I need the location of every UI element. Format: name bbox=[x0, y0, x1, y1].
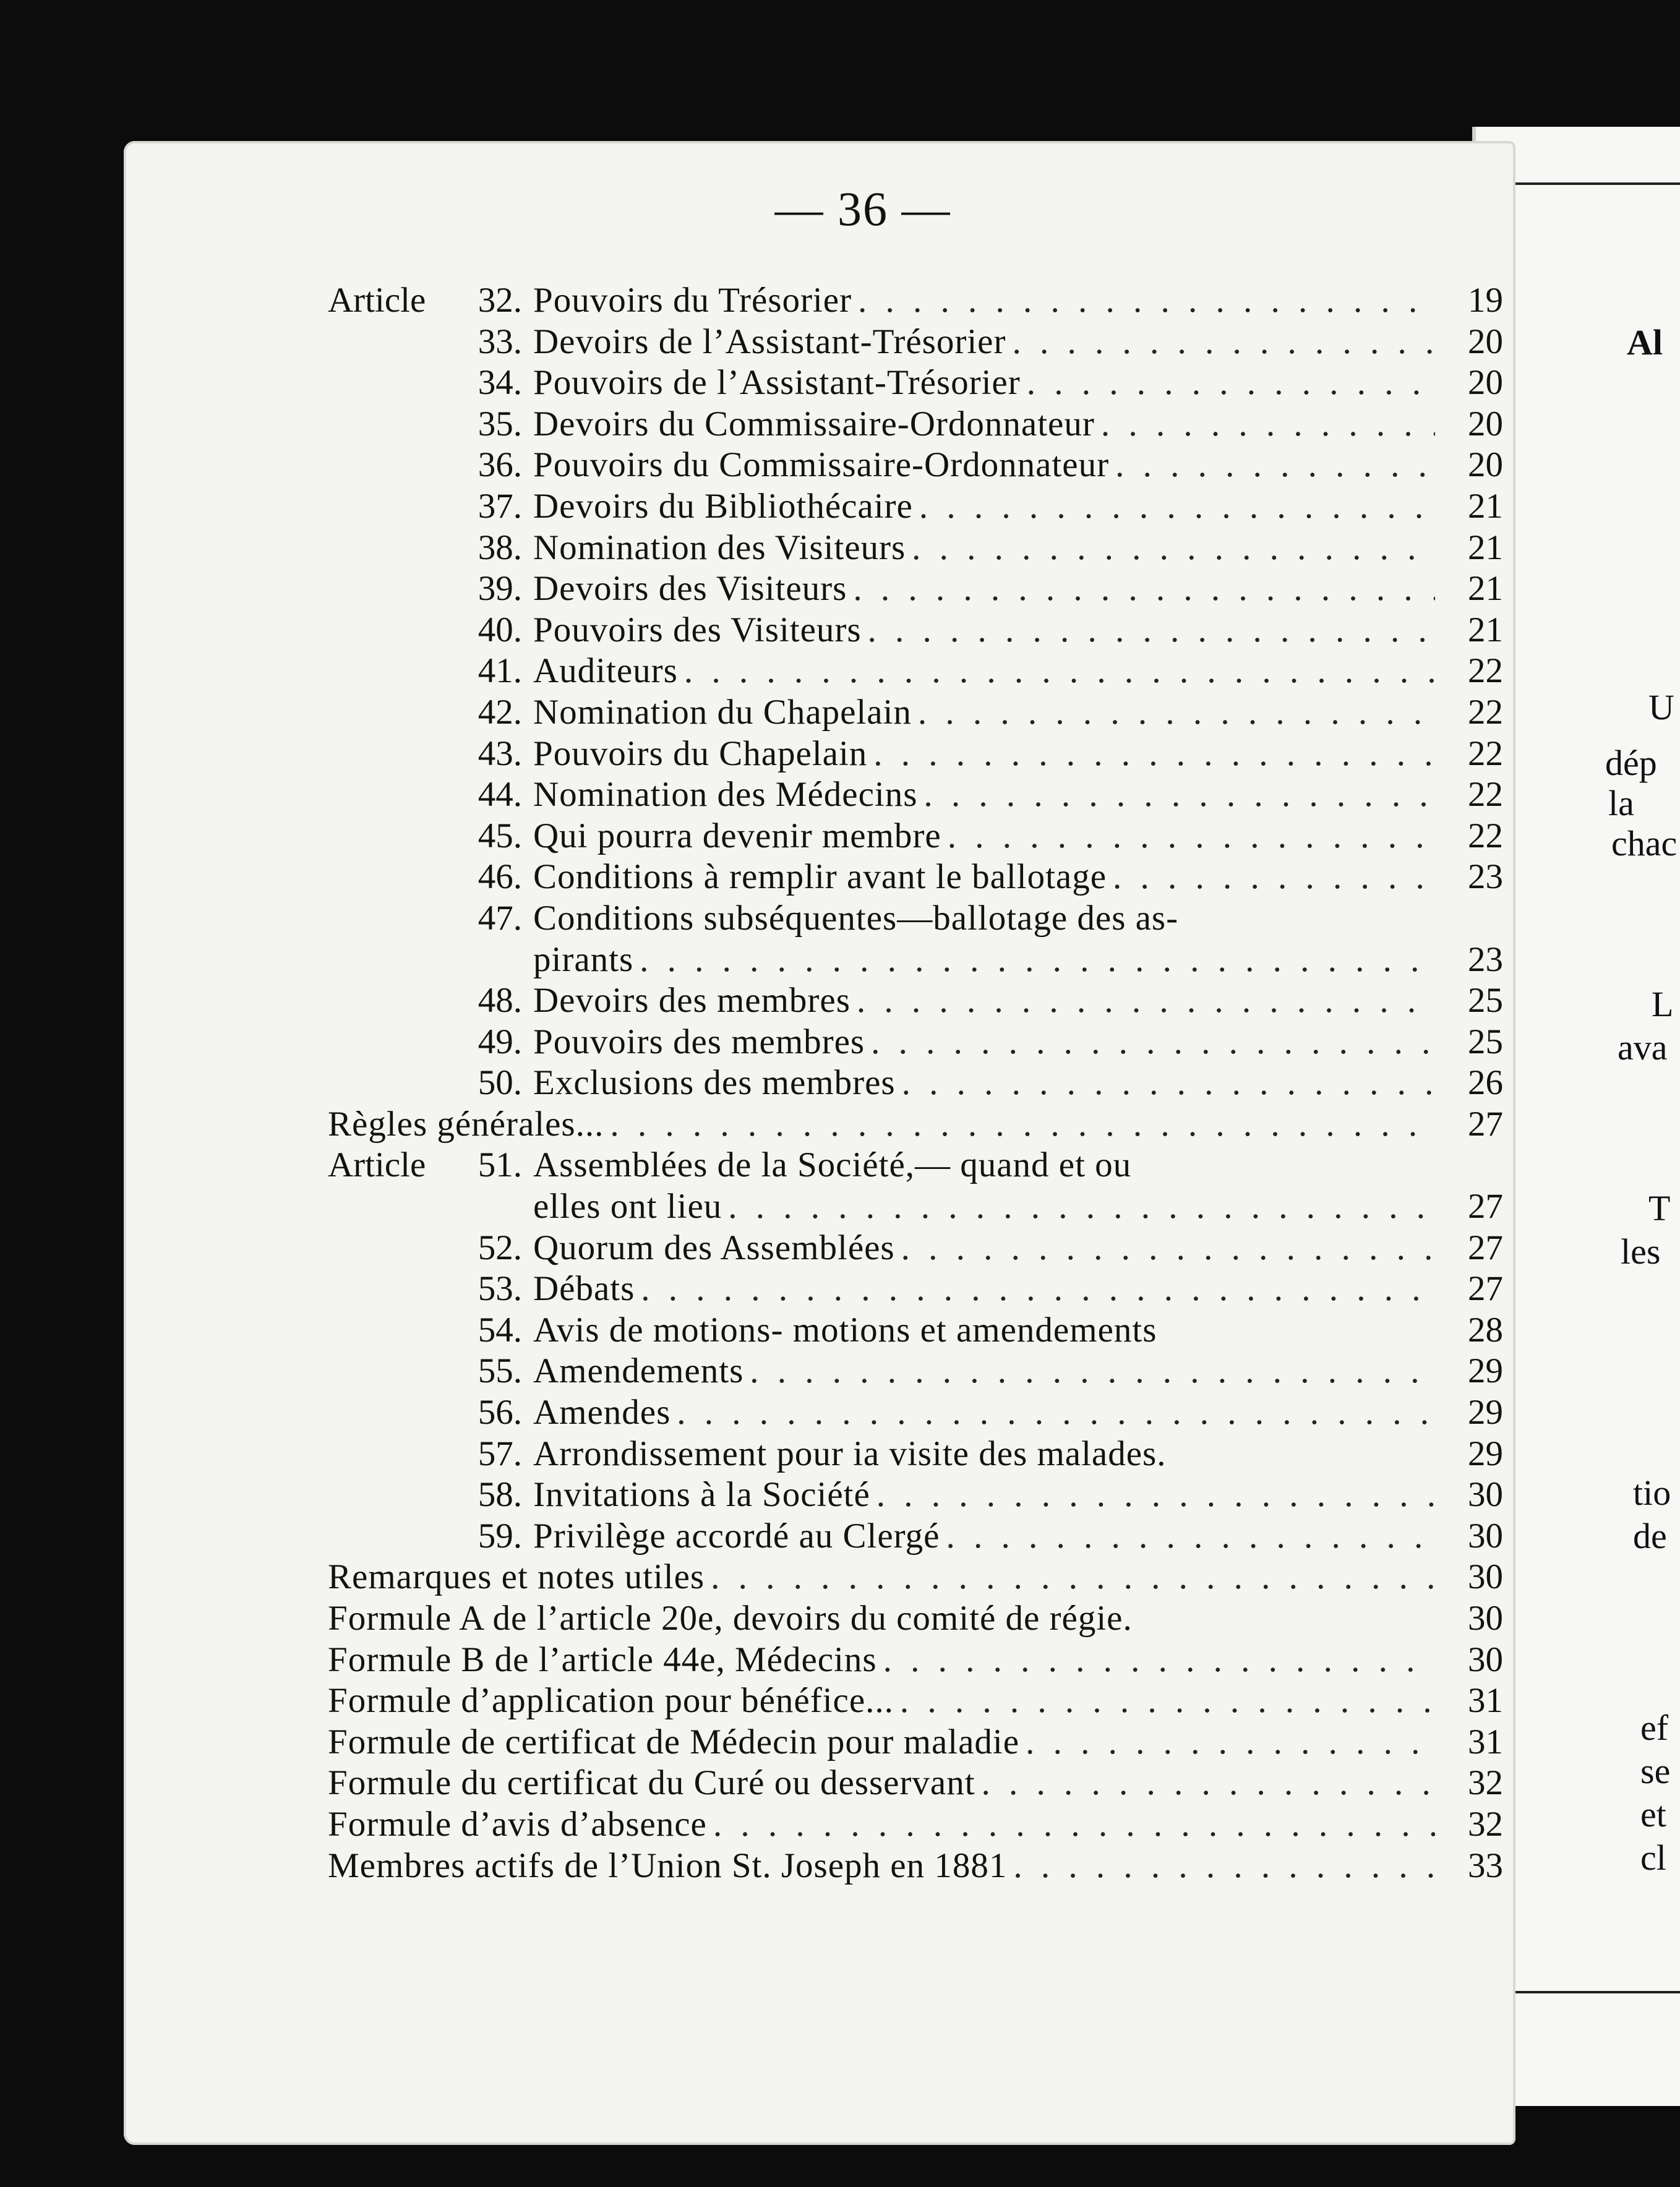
toc-entry bbox=[328, 1598, 1503, 1640]
toc-entry bbox=[328, 610, 1503, 651]
toc-entry-page: 20 bbox=[1468, 445, 1503, 485]
adjacent-page-fragment: T bbox=[1648, 1188, 1671, 1228]
toc-leader-dots bbox=[1113, 857, 1435, 898]
toc-entry-prefix: Article bbox=[328, 1145, 426, 1185]
toc-entry-title: Pouvoirs du Trésorier bbox=[533, 281, 852, 320]
toc-entry-title: Formule d’avis d’absence bbox=[328, 1804, 707, 1844]
toc-entry bbox=[328, 362, 1503, 404]
toc-entry-title: Nomination du Chapelain bbox=[533, 692, 912, 732]
toc-entry-page: 20 bbox=[1468, 363, 1503, 403]
toc-entry-page: 26 bbox=[1468, 1063, 1503, 1103]
toc-entry-title: Devoirs de l’Assistant-Trésorier bbox=[533, 322, 1006, 361]
toc-entry-title: Nomination des Médecins bbox=[533, 775, 918, 815]
toc-entry bbox=[328, 1680, 1503, 1722]
toc-entry-number: 37. bbox=[478, 486, 522, 526]
toc-entry-page: 30 bbox=[1468, 1557, 1503, 1597]
toc-entry-number: 48. bbox=[478, 981, 522, 1021]
toc-entry-number: 55. bbox=[478, 1351, 522, 1391]
toc-entry bbox=[328, 1804, 1503, 1846]
toc-entry-title: Amendements bbox=[533, 1351, 744, 1391]
toc-entry-number: 42. bbox=[478, 692, 522, 732]
toc-entry-number: 49. bbox=[478, 1022, 522, 1061]
toc-entry-number: 46. bbox=[478, 857, 522, 897]
toc-entry-page: 30 bbox=[1468, 1599, 1503, 1638]
toc-entry-page: 29 bbox=[1468, 1393, 1503, 1432]
toc-entry bbox=[328, 486, 1503, 528]
toc-entry-title: Formule B de l’article 44e, Médecins bbox=[328, 1640, 877, 1679]
toc-entry-title: Conditions à remplir avant le ballotage bbox=[533, 857, 1107, 897]
toc-entry-title: pirants bbox=[533, 939, 634, 979]
toc-entry-page: 31 bbox=[1468, 1681, 1503, 1721]
toc-entry bbox=[328, 898, 1503, 939]
toc-entry-title: Qui pourra devenir membre bbox=[533, 816, 941, 855]
toc-entry bbox=[328, 1310, 1503, 1351]
toc-entry-title: Quorum des Assemblées bbox=[533, 1228, 895, 1267]
toc-entry bbox=[328, 445, 1503, 486]
toc-entry-title: Formule de certificat de Médecin pour maladie bbox=[328, 1722, 1020, 1761]
table-of-contents bbox=[328, 280, 1503, 1886]
toc-entry-title: Devoirs des membres bbox=[533, 981, 851, 1021]
toc-entry-number: 51. bbox=[478, 1145, 522, 1185]
adjacent-page-fragment: cl bbox=[1640, 1838, 1666, 1878]
toc-entry-title: Invitations à la Société bbox=[533, 1475, 870, 1515]
toc-leader-dots bbox=[641, 1269, 1435, 1310]
toc-entry-page: 27 bbox=[1468, 1228, 1503, 1267]
toc-entry-title: Amendes bbox=[533, 1393, 671, 1432]
toc-leader-dots bbox=[857, 980, 1435, 1022]
toc-entry bbox=[328, 692, 1503, 734]
toc-entry-number: 44. bbox=[478, 775, 522, 815]
toc-entry-page: 33 bbox=[1468, 1846, 1503, 1885]
toc-entry bbox=[328, 734, 1503, 775]
document-page bbox=[124, 141, 1515, 2145]
adjacent-page-fragment: ef bbox=[1640, 1708, 1669, 1748]
adjacent-page-fragment: dép bbox=[1605, 743, 1657, 783]
toc-entry-title: Devoirs du Bibliothécaire bbox=[533, 486, 913, 526]
toc-entry-page: 29 bbox=[1468, 1434, 1503, 1473]
toc-entry bbox=[328, 816, 1503, 857]
toc-leader-dots bbox=[610, 1104, 1435, 1145]
toc-leader-dots bbox=[684, 651, 1435, 692]
toc-entry-page: 22 bbox=[1468, 816, 1503, 855]
toc-entry-title: Exclusions des membres bbox=[533, 1063, 896, 1103]
toc-leader-dots bbox=[883, 1640, 1435, 1681]
toc-leader-dots bbox=[1026, 1722, 1435, 1763]
toc-entry-number: 58. bbox=[478, 1475, 522, 1515]
toc-entry-page: 25 bbox=[1468, 981, 1503, 1021]
toc-entry bbox=[328, 404, 1503, 445]
toc-leader-dots bbox=[902, 1063, 1435, 1104]
toc-leader-dots bbox=[901, 1228, 1435, 1269]
toc-entry bbox=[328, 1846, 1503, 1887]
toc-entry-page: 28 bbox=[1468, 1310, 1503, 1350]
toc-entry bbox=[328, 1640, 1503, 1681]
toc-entry-page: 27 bbox=[1468, 1269, 1503, 1309]
toc-entry-number: 59. bbox=[478, 1516, 522, 1556]
toc-entry-page: 32 bbox=[1468, 1804, 1503, 1844]
toc-entry-number: 33. bbox=[478, 322, 522, 361]
toc-entry-page: 31 bbox=[1468, 1722, 1503, 1761]
toc-entry-title: Devoirs du Commissaire-Ordonnateur bbox=[533, 404, 1095, 443]
toc-entry-page: 27 bbox=[1468, 1187, 1503, 1226]
toc-entry bbox=[328, 651, 1503, 692]
toc-entry-page: 32 bbox=[1468, 1763, 1503, 1803]
toc-leader-dots bbox=[1101, 404, 1435, 445]
toc-leader-dots bbox=[873, 734, 1435, 775]
toc-leader-dots bbox=[1027, 362, 1435, 404]
toc-entry-number: 52. bbox=[478, 1228, 522, 1267]
adjacent-page-fragment: la bbox=[1608, 783, 1634, 823]
toc-entry bbox=[328, 528, 1503, 569]
toc-entry-title: Nomination des Visiteurs bbox=[533, 528, 906, 567]
toc-leader-dots bbox=[918, 692, 1435, 734]
toc-entry-title: Conditions subséquentes—ballotage des as- bbox=[533, 898, 1179, 938]
toc-entry bbox=[328, 568, 1503, 610]
toc-entry-page: 20 bbox=[1468, 404, 1503, 443]
toc-entry-title: Pouvoirs du Commissaire-Ordonnateur bbox=[533, 445, 1110, 485]
toc-entry-prefix: Article bbox=[328, 281, 426, 320]
toc-leader-dots bbox=[982, 1763, 1435, 1804]
toc-entry bbox=[328, 1557, 1503, 1598]
adjacent-page-fragment: se bbox=[1640, 1751, 1671, 1791]
toc-entry-number: 32. bbox=[478, 281, 522, 320]
toc-entry-page: 22 bbox=[1468, 775, 1503, 815]
toc-leader-dots bbox=[868, 610, 1435, 651]
toc-leader-dots bbox=[948, 816, 1435, 857]
toc-entry-page: 22 bbox=[1468, 651, 1503, 691]
toc-leader-dots bbox=[924, 774, 1435, 816]
toc-entry-title: Auditeurs bbox=[533, 651, 678, 691]
adjacent-page-fragment: ava bbox=[1618, 1027, 1668, 1068]
toc-entry bbox=[328, 1269, 1503, 1310]
toc-entry bbox=[328, 1722, 1503, 1763]
adjacent-page-fragment: U bbox=[1648, 687, 1674, 727]
toc-entry-number: 38. bbox=[478, 528, 522, 567]
toc-entry bbox=[328, 1474, 1503, 1516]
toc-entry bbox=[328, 1104, 1503, 1145]
toc-entry-page: 30 bbox=[1468, 1516, 1503, 1556]
toc-entry-title: Membres actifs de l’Union St. Joseph en 1881 bbox=[328, 1846, 1008, 1885]
toc-entry-number: 41. bbox=[478, 651, 522, 691]
toc-entry-page: 21 bbox=[1468, 486, 1503, 526]
toc-leader-dots bbox=[1115, 445, 1435, 486]
toc-entry-title: Pouvoirs des membres bbox=[533, 1022, 865, 1061]
toc-leader-dots bbox=[946, 1516, 1435, 1557]
toc-entry-number: 39. bbox=[478, 569, 522, 609]
toc-leader-dots bbox=[912, 528, 1435, 569]
toc-entry-title: Avis de motions- motions et amendements bbox=[533, 1310, 1157, 1350]
toc-entry-title: elles ont lieu bbox=[533, 1187, 722, 1226]
adjacent-page-fragment: L bbox=[1652, 984, 1674, 1024]
toc-leader-dots bbox=[640, 939, 1435, 981]
toc-entry-title: Pouvoirs du Chapelain bbox=[533, 734, 868, 773]
toc-entry-page: 23 bbox=[1468, 857, 1503, 897]
toc-entry-title: Formule d’application pour bénéfice... bbox=[328, 1681, 894, 1721]
toc-entry-page: 27 bbox=[1468, 1104, 1503, 1144]
toc-entry bbox=[328, 1228, 1503, 1269]
adjacent-page-fragment: les bbox=[1621, 1231, 1661, 1272]
toc-entry-title: Privilège accordé au Clergé bbox=[533, 1516, 940, 1556]
toc-entry-number: 56. bbox=[478, 1393, 522, 1432]
adjacent-page-fragment: Al bbox=[1627, 322, 1663, 362]
toc-entry bbox=[328, 1392, 1503, 1434]
toc-entry bbox=[328, 322, 1503, 363]
toc-entry bbox=[328, 1351, 1503, 1392]
toc-leader-dots bbox=[750, 1351, 1435, 1392]
toc-leader-dots bbox=[876, 1474, 1435, 1516]
toc-entry bbox=[328, 1763, 1503, 1804]
toc-entry-title: Devoirs des Visiteurs bbox=[533, 569, 847, 609]
toc-entry-page: 22 bbox=[1468, 692, 1503, 732]
toc-entry-number: 45. bbox=[478, 816, 522, 855]
adjacent-page-fragment: et bbox=[1640, 1794, 1666, 1834]
adjacent-page-fragment: tio bbox=[1633, 1473, 1671, 1513]
toc-entry bbox=[328, 1145, 1503, 1186]
toc-leader-dots bbox=[1012, 322, 1435, 363]
toc-entry-number: 53. bbox=[478, 1269, 522, 1309]
toc-entry-page: 23 bbox=[1468, 939, 1503, 979]
toc-entry-title: Débats bbox=[533, 1269, 635, 1309]
adjacent-page-fragment: chac bbox=[1611, 823, 1678, 863]
toc-entry-title: Formule du certificat du Curé ou desservant bbox=[328, 1763, 975, 1803]
toc-entry-number: 50. bbox=[478, 1063, 522, 1103]
toc-entry-number: 40. bbox=[478, 610, 522, 649]
toc-leader-dots bbox=[853, 568, 1435, 610]
toc-entry bbox=[328, 1434, 1503, 1475]
toc-entry bbox=[328, 939, 1503, 981]
toc-entry-page: 25 bbox=[1468, 1022, 1503, 1061]
toc-entry bbox=[328, 1516, 1503, 1557]
toc-leader-dots bbox=[713, 1804, 1435, 1846]
page-number: — 36 — bbox=[774, 182, 951, 236]
toc-entry-page: 30 bbox=[1468, 1475, 1503, 1515]
toc-leader-dots bbox=[919, 486, 1435, 528]
toc-entry-number: 57. bbox=[478, 1434, 522, 1473]
adjacent-page-fragment: de bbox=[1633, 1516, 1667, 1556]
toc-entry-page: 29 bbox=[1468, 1351, 1503, 1391]
toc-entry bbox=[328, 1063, 1503, 1104]
toc-leader-dots bbox=[677, 1392, 1435, 1434]
toc-entry-title: Règles générales... bbox=[328, 1104, 604, 1144]
toc-entry-page: 30 bbox=[1468, 1640, 1503, 1679]
toc-entry bbox=[328, 1022, 1503, 1063]
toc-entry bbox=[328, 980, 1503, 1022]
toc-entry-number: 36. bbox=[478, 445, 522, 485]
toc-leader-dots bbox=[711, 1557, 1435, 1598]
toc-entry-page: 21 bbox=[1468, 528, 1503, 567]
toc-entry-page: 21 bbox=[1468, 569, 1503, 609]
toc-entry-title: Assemblées de la Société,— quand et ou bbox=[533, 1145, 1132, 1185]
toc-entry-page: 21 bbox=[1468, 610, 1503, 649]
toc-entry bbox=[328, 857, 1503, 898]
toc-entry-title: Formule A de l’article 20e, devoirs du comité de régie. bbox=[328, 1599, 1133, 1638]
toc-entry-number: 35. bbox=[478, 404, 522, 443]
toc-entry-number: 34. bbox=[478, 363, 522, 403]
toc-entry-title: Remarques et notes utiles bbox=[328, 1557, 705, 1597]
toc-entry-number: 54. bbox=[478, 1310, 522, 1350]
toc-entry-number: 47. bbox=[478, 898, 522, 938]
toc-leader-dots bbox=[900, 1680, 1435, 1722]
toc-leader-dots bbox=[1013, 1846, 1435, 1887]
toc-leader-dots bbox=[728, 1186, 1435, 1228]
toc-entry-number: 43. bbox=[478, 734, 522, 773]
toc-entry-page: 19 bbox=[1468, 281, 1503, 320]
toc-leader-dots bbox=[871, 1022, 1435, 1063]
toc-entry bbox=[328, 1186, 1503, 1228]
toc-entry-title: Pouvoirs de l’Assistant-Trésorier bbox=[533, 363, 1021, 403]
toc-entry-title: Pouvoirs des Visiteurs bbox=[533, 610, 862, 649]
toc-entry bbox=[328, 280, 1503, 322]
toc-entry bbox=[328, 774, 1503, 816]
toc-entry-page: 20 bbox=[1468, 322, 1503, 361]
toc-leader-dots bbox=[858, 280, 1435, 322]
toc-entry-page: 22 bbox=[1468, 734, 1503, 773]
toc-entry-title: Arrondissement pour ia visite des malades. bbox=[533, 1434, 1167, 1473]
